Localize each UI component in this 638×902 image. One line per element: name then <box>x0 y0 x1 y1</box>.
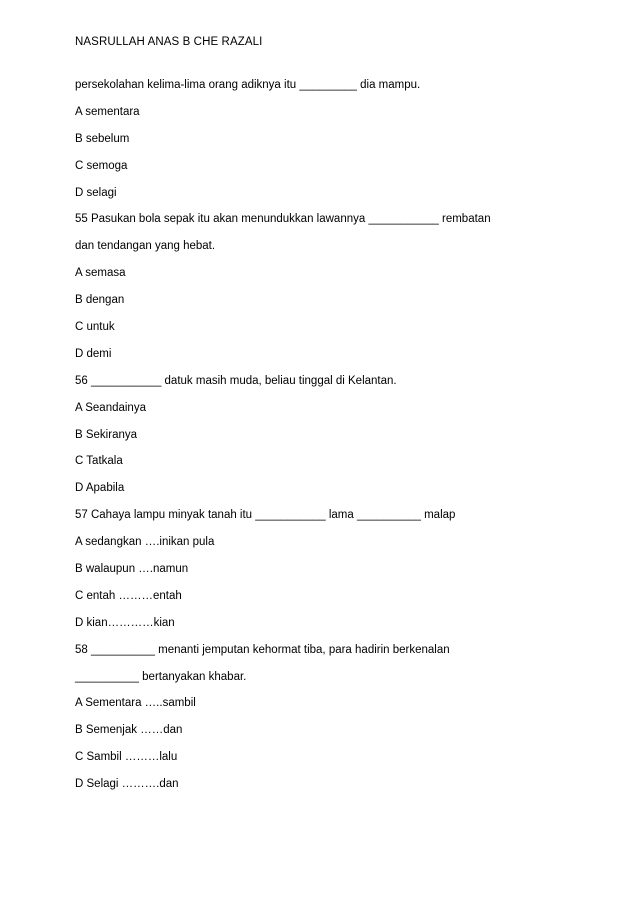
question-text-block <box>75 77 595 803</box>
answer-option: C Tatkala <box>75 455 123 468</box>
answer-option: C untuk <box>75 321 115 334</box>
answer-option: B walaupun ….namun <box>75 563 189 576</box>
answer-option: D demi <box>75 347 112 360</box>
question-55: 55 Pasukan bola sepak itu akan menundukkan lawannya ___________ rembatan <box>75 213 491 226</box>
answer-option: D Apabila <box>75 482 125 495</box>
answer-option: A Sementara …..sambil <box>75 697 196 710</box>
answer-option: A sementara <box>75 105 140 118</box>
answer-option: B Semenjak ……dan <box>75 724 183 737</box>
answer-option: B sebelum <box>75 132 130 145</box>
answer-option: D kian…………kian <box>75 616 175 629</box>
answer-option: D Selagi ……….dan <box>75 778 179 791</box>
answer-option: C entah ………entah <box>75 589 182 602</box>
answer-option: D selagi <box>75 186 117 199</box>
text-line: persekolahan kelima-lima orang adiknya itu _________ dia mampu. <box>75 79 421 91</box>
answer-option: B dengan <box>75 294 125 307</box>
question-56: 56 ___________ datuk masih muda, beliau tinggal di Kelantan. <box>75 374 397 387</box>
answer-option: C Sambil ………lalu <box>75 751 178 764</box>
text-line: __________ bertanyakan khabar. <box>75 670 247 683</box>
answer-option: A sedangkan ….inikan pula <box>75 536 215 549</box>
answer-option: A semasa <box>75 267 126 280</box>
answer-option: B Sekiranya <box>75 428 138 441</box>
question-57: 57 Cahaya lampu minyak tanah itu ___________ lama __________ malap <box>75 509 456 522</box>
answer-option: A Seandainya <box>75 401 146 414</box>
page-header: NASRULLAH ANAS B CHE RAZALI <box>75 36 263 48</box>
answer-option: C semoga <box>75 159 128 172</box>
text-line: dan tendangan yang hebat. <box>75 240 216 253</box>
question-58: 58 __________ menanti jemputan kehormat tiba, para hadirin berkenalan <box>75 643 450 656</box>
